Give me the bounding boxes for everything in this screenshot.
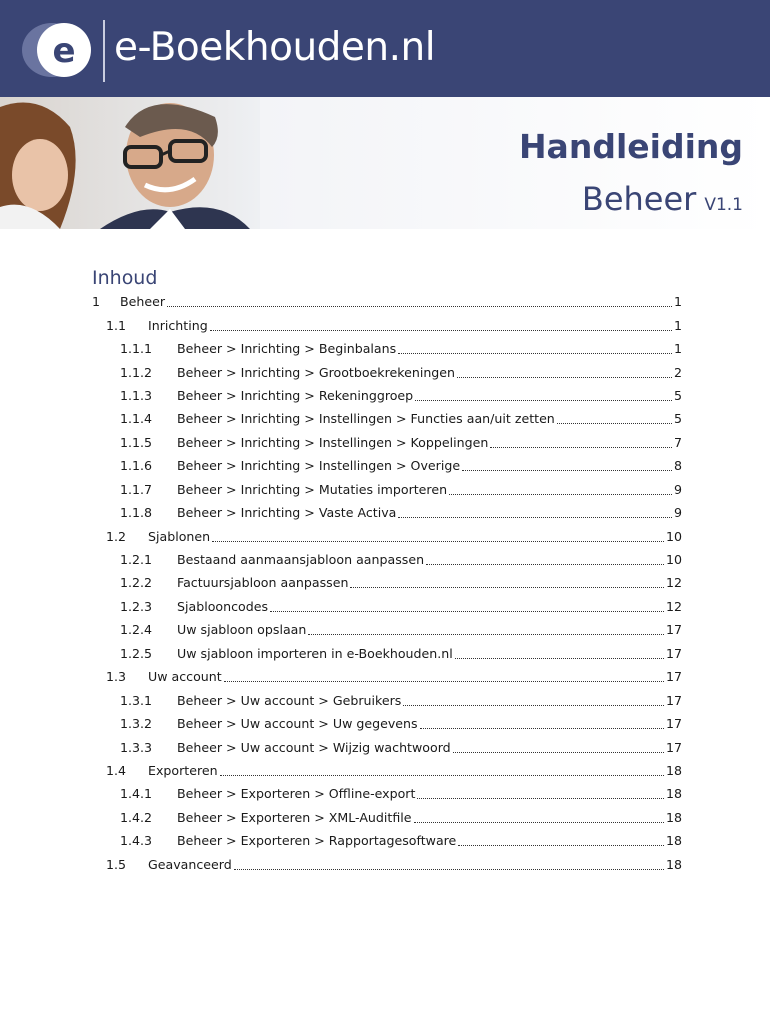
toc-entry-title: Beheer > Inrichting > Beginbalans [177,341,397,357]
toc-entry-number: 1.1.3 [120,387,153,403]
subtitle-text: Beheer [581,180,697,218]
toc-entry-page: 17 [665,645,682,661]
toc-dot-leader [167,292,672,307]
toc-entry[interactable] [92,548,682,571]
toc-entry-number: 1.2.5 [120,645,153,661]
toc-dot-leader [455,644,664,659]
toc-dot-leader [415,386,672,401]
toc-entry-page: 18 [665,833,682,849]
toc-entry-number: 1.4.1 [120,786,153,802]
toc-entry-number: 1.1.2 [120,364,153,380]
toc-entry-title: Beheer > Uw account > Wijzig wachtwoord [177,739,451,755]
toc-entry-title: Beheer > Exporteren > Rapportagesoftware [177,833,457,849]
toc-entry[interactable] [92,642,682,665]
toc-entry-title: Beheer [120,294,166,310]
toc-entry[interactable] [92,595,682,618]
toc-dot-leader [220,761,664,776]
toc-entry-number: 1.1.4 [120,411,153,427]
toc-entry-title: Uw sjabloon opslaan [177,622,307,638]
toc-dot-leader [420,714,664,729]
toc-entry-title: Beheer > Inrichting > Mutaties importeren [177,481,448,497]
toc-entry-number: 1.2.1 [120,552,153,568]
toc-dot-leader [449,480,672,495]
toc-dot-leader [462,456,672,471]
toc-heading: Inhoud [92,267,158,289]
toc-entry-page: 10 [665,528,682,544]
toc-entry-page: 7 [673,434,682,450]
toc-entry-number: 1.1.7 [120,481,153,497]
toc-dot-leader [224,667,664,682]
toc-entry[interactable] [92,829,682,852]
toc-entry-page: 1 [673,294,682,310]
toc-entry-number: 1 [92,294,101,310]
toc-dot-leader [557,409,672,424]
toc-entry-number: 1.5 [106,856,127,872]
toc-entry[interactable] [92,384,682,407]
toc-entry-title: Sjablonen [148,528,211,544]
toc-entry-title: Beheer > Inrichting > Rekeninggroep [177,387,414,403]
toc-dot-leader [234,855,664,870]
toc-dot-leader [350,573,664,588]
toc-entry-number: 1.1.8 [120,505,153,521]
toc-entry-number: 1.4 [106,762,127,778]
toc-entry-page: 17 [665,622,682,638]
toc-entry[interactable] [92,735,682,758]
toc-entry-title: Sjablooncodes [177,598,269,614]
toc-entry-number: 1.2.4 [120,622,153,638]
toc-entry-number: 1.1.1 [120,341,153,357]
toc-entry-page: 12 [665,598,682,614]
toc-entry-number: 1.4.2 [120,809,153,825]
toc-entry-title: Beheer > Inrichting > Vaste Activa [177,505,397,521]
toc-entry[interactable] [92,290,682,313]
toc-entry-page: 18 [665,786,682,802]
toc-entry[interactable] [92,313,682,336]
toc-entry-title: Beheer > Uw account > Gebruikers [177,692,402,708]
toc-entry-page: 18 [665,762,682,778]
toc-entry-title: Beheer > Exporteren > XML-Auditfile [177,809,412,825]
toc-entry[interactable] [92,688,682,711]
toc-entry[interactable] [92,665,682,688]
toc-dot-leader [426,550,664,565]
toc-entry[interactable] [92,431,682,454]
toc-entry-title: Inrichting [148,317,208,333]
toc-dot-leader [212,527,664,542]
toc-dot-leader [414,808,664,823]
toc-entry-title: Beheer > Inrichting > Instellingen > Overige [177,458,461,474]
toc-entry-page: 5 [673,387,682,403]
toc-dot-leader [210,316,672,331]
toc-entry[interactable] [92,454,682,477]
toc-entry-title: Factuursjabloon aanpassen [177,575,349,591]
toc-dot-leader [398,503,672,518]
toc-entry-page: 17 [665,692,682,708]
toc-entry-page: 10 [665,552,682,568]
toc-dot-leader [403,691,664,706]
toc-entry-number: 1.3 [106,669,127,685]
toc-entry[interactable] [92,571,682,594]
logo-divider [103,20,105,82]
toc-dot-leader [417,784,664,799]
toc-entry-page: 5 [673,411,682,427]
toc-entry-page: 18 [665,856,682,872]
logo-icon [16,22,100,78]
document-title: Handleiding [518,127,743,166]
toc-dot-leader [453,738,664,753]
toc-entry[interactable] [92,782,682,805]
toc-entry-title: Uw sjabloon importeren in e-Boekhouden.nl [177,645,453,661]
toc-entry-page: 17 [665,669,682,685]
toc-entry-number: 1.2.3 [120,598,153,614]
toc-entry-number: 1.2 [106,528,127,544]
toc-entry[interactable] [92,524,682,547]
toc-entry[interactable] [92,806,682,829]
toc-entry[interactable] [92,407,682,430]
toc-entry[interactable] [92,853,682,876]
toc-dot-leader [457,363,672,378]
toc-entry-page: 12 [665,575,682,591]
toc-entry-number: 1.1 [106,317,127,333]
toc-entry-page: 17 [665,716,682,732]
toc-entry-number: 1.3.2 [120,716,153,732]
toc-entry[interactable] [92,618,682,641]
toc-entry[interactable] [92,501,682,524]
toc-entry-number: 1.1.6 [120,458,153,474]
toc-dot-leader [490,433,672,448]
toc-entry-title: Uw account [148,669,222,685]
table-of-contents [92,290,682,876]
toc-entry-title: Beheer > Inrichting > Instellingen > Koppelingen [177,434,489,450]
toc-entry[interactable] [92,360,682,383]
toc-entry-page: 1 [673,317,682,333]
toc-entry-title: Bestaand aanmaansjabloon aanpassen [177,552,425,568]
toc-entry-page: 17 [665,739,682,755]
toc-entry-title: Beheer > Uw account > Uw gegevens [177,716,418,732]
toc-entry-page: 9 [673,481,682,497]
toc-entry-title: Beheer > Inrichting > Instellingen > Functies aan/uit zetten [177,411,555,427]
header-banner [0,0,770,97]
document-subtitle [582,180,743,218]
people-photo [0,97,260,229]
toc-entry-title: Beheer > Inrichting > Grootboekrekeningen [177,364,456,380]
toc-entry-page: 1 [673,341,682,357]
toc-entry[interactable] [92,759,682,782]
toc-entry[interactable] [92,478,682,501]
toc-dot-leader [398,339,672,354]
toc-entry-number: 1.3.3 [120,739,153,755]
toc-entry-page: 9 [673,505,682,521]
toc-entry-number: 1.3.1 [120,692,153,708]
toc-entry-title: Beheer > Exporteren > Offline-export [177,786,416,802]
toc-entry-title: Geavanceerd [148,856,232,872]
toc-entry[interactable] [92,337,682,360]
toc-entry-page: 18 [665,809,682,825]
toc-entry-page: 2 [673,364,682,380]
toc-entry-number: 1.4.3 [120,833,153,849]
version-label: V1.1 [704,195,743,215]
toc-entry-title: Exporteren [148,762,218,778]
toc-dot-leader [270,597,664,612]
toc-entry-number: 1.1.5 [120,434,153,450]
brand-name: e-Boekhouden.nl [114,25,436,70]
toc-dot-leader [308,620,664,635]
toc-entry[interactable] [92,712,682,735]
toc-entry-page: 8 [673,458,682,474]
logo-letter: e [52,31,76,71]
toc-dot-leader [458,831,664,846]
toc-entry-number: 1.2.2 [120,575,153,591]
